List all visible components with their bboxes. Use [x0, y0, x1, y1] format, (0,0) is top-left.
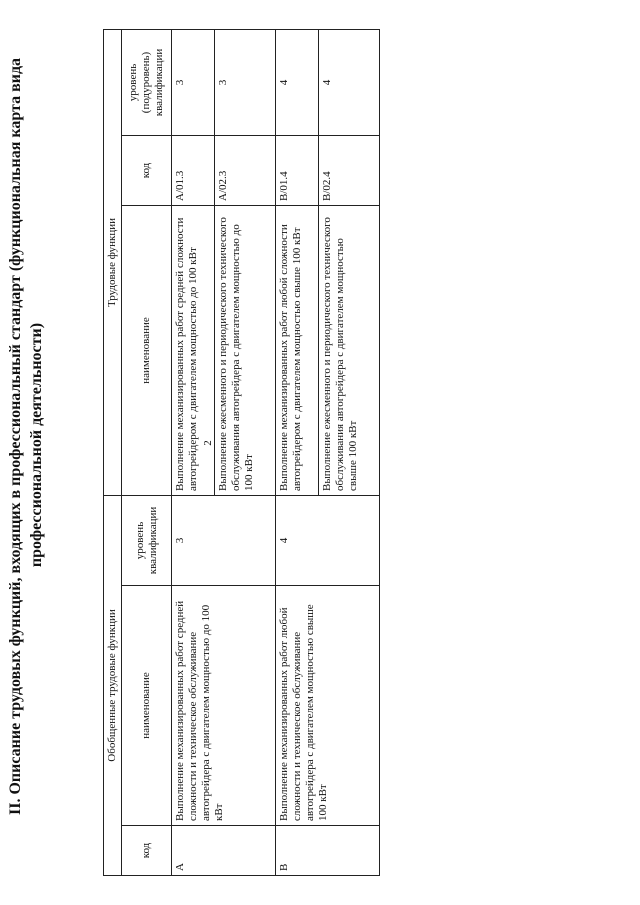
section-heading: [5, 57, 75, 815]
row-a-code: А: [172, 826, 276, 876]
function-b1-code: B/01.4: [275, 135, 318, 205]
col-function-name: наименование: [122, 205, 172, 495]
heading-line-1: II. Описание трудовых функций, входящих в профессиональный стандарт (функциональная карта вида: [7, 57, 24, 815]
generalized-functions-header: Обобщенные трудовые функции: [104, 495, 122, 875]
col-code: код: [122, 826, 172, 876]
col-function-code: код: [122, 135, 172, 205]
function-a1-level: 3: [172, 29, 215, 135]
function-a1-code: A/01.3: [172, 135, 215, 205]
row-b-level: 4: [275, 495, 379, 585]
labor-functions-header: Трудовые функции: [104, 29, 122, 495]
function-b1-level: 4: [275, 29, 318, 135]
functional-map-table: [103, 29, 380, 876]
function-a2-level: 3: [214, 29, 275, 135]
function-b2-name: Выполнение ежесменного и периодического технического обслуживания автогрейдера с двигателем мощностью свыше 100 кВт: [318, 205, 379, 495]
functional-map-table-container: [103, 30, 380, 876]
table-row: [275, 29, 318, 875]
row-b-code: В: [275, 826, 379, 876]
heading-line-2: профессиональной деятельности): [28, 322, 45, 568]
function-a2-code: A/02.3: [214, 135, 275, 205]
col-level: уровень квалификации: [122, 495, 172, 585]
function-a2-name: Выполнение ежесменного и периодического технического обслуживания автогрейдера с двигателем мощностью до 100 кВт: [214, 205, 275, 495]
row-a-name: Выполнение механизированных работ средней сложности и техническое обслуживание автогрейдера с двигателем мощностью до 100 кВт: [172, 586, 276, 826]
function-b2-code: B/02.4: [318, 135, 379, 205]
page-number: 2: [201, 440, 214, 446]
row-a-level: 3: [172, 495, 276, 585]
function-a1-name: Выполнение механизированных работ средней сложности автогрейдером с двигателем мощностью до 100 кВт: [172, 205, 215, 495]
function-b1-name: Выполнение механизированных работ любой сложности автогрейдером с двигателем мощностью свыше 100 кВт: [275, 205, 318, 495]
col-name: наименование: [122, 586, 172, 826]
table-row: [172, 29, 215, 875]
function-b2-level: 4: [318, 29, 379, 135]
col-function-level: уровень (подуровень) квалификации: [122, 29, 172, 135]
row-b-name: Выполнение механизированных работ любой сложности и техническое обслуживание автогрейдера с двигателем мощностью свыше 100 кВт: [275, 586, 379, 826]
